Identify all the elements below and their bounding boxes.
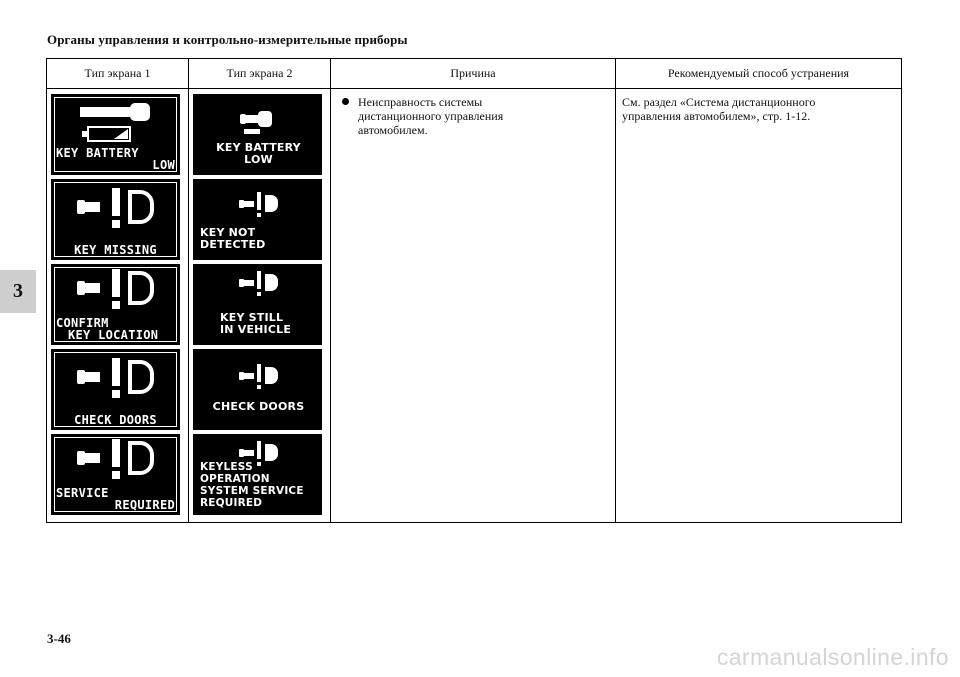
type2-screen-key-battery-low: [193, 94, 322, 175]
chapter-number: 3: [13, 280, 23, 302]
screen-line: CONFIRM: [56, 316, 109, 330]
cause-text: Неисправность системы дистанционного управления автомобилем.: [358, 95, 504, 137]
screen-text: [220, 312, 317, 336]
column-header-type2: Тип экрана 2: [189, 59, 331, 89]
remedy-cell: [616, 89, 902, 523]
table-header-row: [47, 59, 902, 89]
screen-line: KEYLESS OPERATION: [200, 461, 270, 485]
type1-screen-confirm-key-location: [51, 264, 180, 345]
key-warning-icon: [52, 186, 180, 230]
chapter-tab: [0, 270, 36, 313]
screen-line: CHECK DOORS: [74, 413, 157, 427]
type1-screen-key-battery-low: [51, 94, 180, 175]
watermark: carmanualsonline.info: [716, 644, 949, 670]
screen-line: SERVICE: [56, 486, 109, 500]
screen-line: REQUIRED: [114, 498, 175, 512]
screen-text: [200, 401, 317, 413]
screen-line: KEY LOCATION: [68, 328, 159, 342]
key-battery-icon: [52, 101, 180, 145]
type1-screen-key-missing: [51, 179, 180, 260]
warning-screens-table: [46, 58, 902, 523]
page-number: 3-46: [47, 631, 71, 646]
screen-text: [56, 414, 175, 426]
screen-text: [200, 227, 317, 251]
type1-screens-cell: [47, 89, 189, 523]
type2-screen-key-not-detected: [193, 179, 322, 260]
key-warning-icon: [194, 267, 322, 311]
column-header-type1: Тип экрана 1: [47, 59, 189, 89]
table-row: [47, 89, 902, 523]
column-header-cause: Причина: [331, 59, 616, 89]
type1-screen-service-required: [51, 434, 180, 515]
type1-screen-check-doors: [51, 349, 180, 430]
screen-line: SYSTEM SERVICE: [200, 485, 304, 497]
cause-cell: [331, 89, 616, 523]
type2-screen-keyless-operation: [193, 434, 322, 515]
screen-text: [56, 487, 175, 511]
page-header: Органы управления и контрольно-измерительные приборы: [47, 32, 408, 47]
screen-text: [200, 461, 317, 509]
screen-line: KEY MISSING: [74, 243, 157, 257]
key-warning-icon: [194, 360, 322, 404]
screen-text: [200, 142, 317, 166]
key-warning-icon: [52, 267, 180, 311]
screen-line: KEY STILL: [220, 311, 284, 324]
screen-line: KEY BATTERY: [56, 146, 139, 160]
screen-line: IN VEHICLE: [220, 323, 292, 336]
screen-text: [56, 244, 175, 256]
screen-line: REQUIRED: [200, 497, 263, 509]
screen-text: [56, 317, 175, 341]
screen-line: LOW: [152, 158, 175, 172]
type2-screens-cell: [189, 89, 331, 523]
screen-line: CHECK DOORS: [212, 400, 305, 413]
remedy-text: См. раздел «Система дистанционного управления автомобилем», стр. 1-12.: [622, 95, 816, 123]
column-header-remedy: Рекомендуемый способ устранения: [616, 59, 902, 89]
bullet-icon: [342, 98, 349, 105]
screen-line: KEY NOT DETECTED: [200, 226, 266, 251]
type2-screen-check-doors: [193, 349, 322, 430]
cause-item: [339, 95, 607, 137]
key-warning-icon: [52, 356, 180, 400]
screen-line: KEY BATTERY LOW: [216, 141, 301, 166]
screen-text: [56, 147, 175, 171]
key-warning-icon: [52, 437, 180, 481]
type2-screen-key-still-in-vehicle: [193, 264, 322, 345]
